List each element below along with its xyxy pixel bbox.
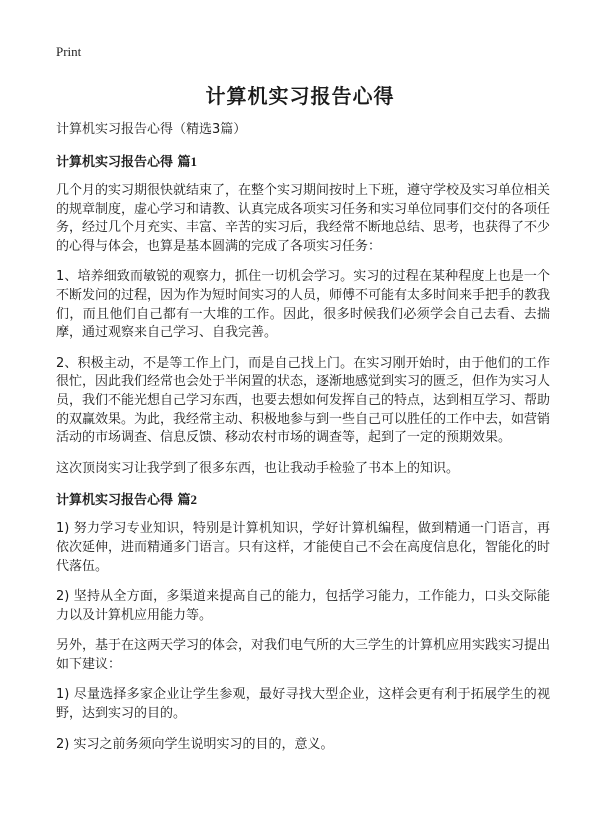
section-2-heading <box>56 490 550 510</box>
section-2-paragraph: 2) 实习之前务须向学生说明实习的目的，意义。 <box>56 736 334 752</box>
print-label: Print <box>56 44 82 59</box>
section-2-paragraph: 2) 坚持从全方面，多渠道来提高自己的能力，包括学习能力，工作能力，口头交际能力以及计算机应用能力等。 <box>56 589 550 623</box>
document-subtitle: 计算机实习报告心得（精选3篇） <box>56 122 247 137</box>
document-title: 计算机实习报告心得 <box>205 84 395 108</box>
section-2-paragraph: 另外，基于在这两天学习的体会，对我们电气所的大三学生的计算机应用实践实习提出如下建议： <box>56 638 551 672</box>
section-2-heading-text: 计算机实习报告心得 篇 <box>56 493 191 509</box>
section-1-paragraph: 1、培养细致而敏锐的观察力，抓住一切机会学习。实习的过程在某种程度上也是一个不断发问的过程，因为作为短时间实习的人员，师傅不可能有太多时间来手把手的教我们，而且他们自己都有一大堆的工作。因此，很多时候我们必须学会自己去看、去揣摩，通过观察来自己学习、自我完善。 <box>56 269 551 341</box>
document-body <box>56 120 550 766</box>
section-1-heading-text: 计算机实习报告心得 篇 <box>56 155 191 170</box>
section-1-paragraph: 几个月的实习期很快就结束了，在整个实习期间按时上下班，遵守学校及实习单位相关的规章制度，虚心学习和请教、认真完成各项实习任务和实习单位同事们交付的各项任务，经过几个月充实、丰富、辛苦的实习后，我经常不断地总结、思考，也获得了不少的心得与体会，也算是基本圆满的完成了各项实习任务： <box>56 183 551 254</box>
section-1-heading-number: 1 <box>190 154 198 169</box>
section-1-paragraph: 2、积极主动，不是等工作上门，而是自己找上门。在实习刚开始时，由于他们的工作很忙，因此我们经常也会处于半闲置的状态，逐渐地感觉到实习的匮乏，但作为实习人员，我们不能光想自己学习东西，也要去想如何发挥自己的特点，达到相互学习、帮助的双赢效果。为此，我经常主动、积极地参与到一些自己可以胜任的工作中去，如营销活动的市场调查、信息反馈、移动农村市场的调查等，起到了一定的预期效果。 <box>56 355 551 446</box>
section-1-paragraph: 这次顶岗实习让我学到了很多东西，也让我动手检验了书本上的知识。 <box>56 460 460 476</box>
section-1-heading <box>56 152 550 172</box>
section-2-heading-number: 2 <box>190 492 198 508</box>
section-2-paragraph: 1) 尽量选择多家企业让学生参观，最好寻找大型企业，这样会更有利于拓展学生的视野，达到实习的目的。 <box>56 687 550 722</box>
section-2-paragraph: 1) 努力学习专业知识，特别是计算机知识，学好计算机编程，做到精通一门语言，再依次延伸，进而精通多门语言。只有这样，才能使自己不会在高度信息化，智能化的时代落伍。 <box>56 521 551 574</box>
